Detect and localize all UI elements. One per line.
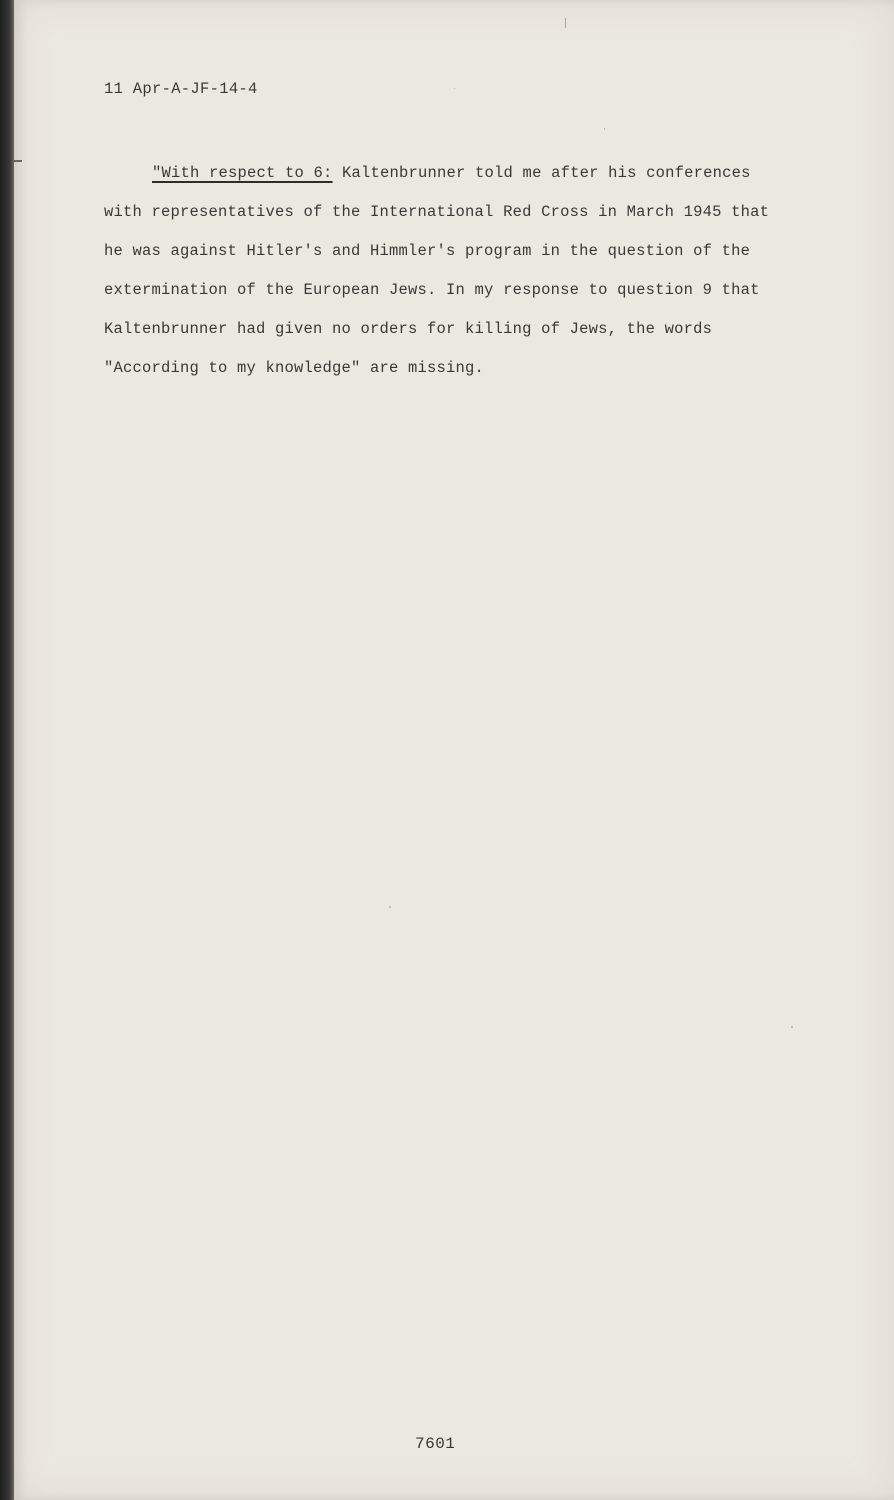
- margin-mark: [14, 160, 22, 162]
- body-line-1-rest: Kaltenbrunner told me after his conferences: [332, 164, 751, 182]
- document-reference: 11 Apr-A-JF-14-4: [104, 80, 258, 98]
- document-page: [14, 0, 894, 1500]
- paper-speck: [454, 88, 455, 89]
- paper-speck: [604, 128, 605, 130]
- body-line-6: "According to my knowledge" are missing.: [104, 359, 485, 377]
- body-line-3: he was against Hitler's and Himmler's program in the question of the: [104, 242, 751, 260]
- body-line-1: [104, 160, 804, 199]
- paper-speck: [389, 906, 391, 908]
- page-binding-edge: [0, 0, 14, 1500]
- body-line-5: Kaltenbrunner had given no orders for killing of Jews, the words: [104, 320, 713, 338]
- paper-mark: [565, 18, 566, 28]
- body-line-2: with representatives of the International Red Cross in March 1945 that: [104, 203, 770, 221]
- underlined-heading: "With respect to 6:: [152, 164, 333, 182]
- paper-speck: [791, 1026, 793, 1028]
- page-number: 7601: [415, 1435, 456, 1453]
- body-paragraph: [104, 160, 804, 394]
- body-line-4: extermination of the European Jews. In my response to question 9 that: [104, 281, 760, 299]
